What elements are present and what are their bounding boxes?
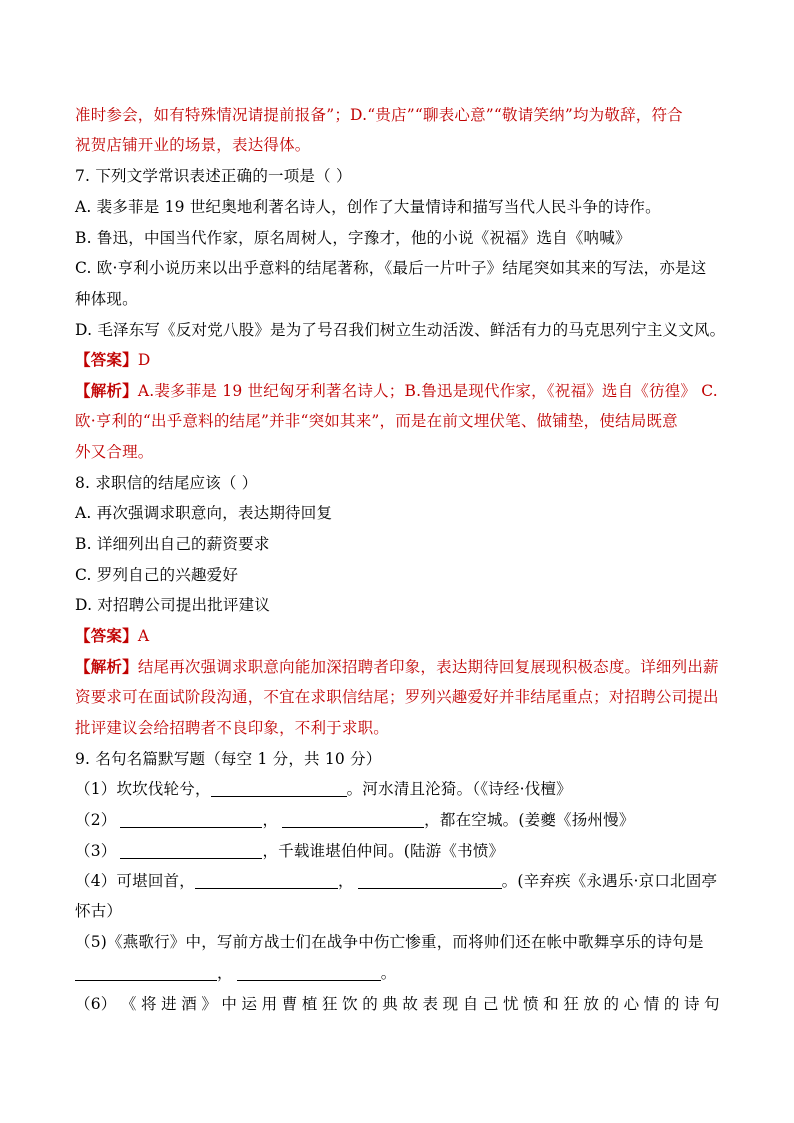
question-7-option-c-line-2: 种体现。 (75, 290, 138, 308)
question-8-stem: 8. 求职信的结尾应该（ ） (75, 474, 258, 492)
item-char: 狂 (321, 995, 338, 1013)
item-char: 用 (261, 995, 278, 1013)
question-8-option-c: C. 罗列自己的兴趣爱好 (75, 566, 239, 584)
item-char: 进 (161, 995, 177, 1013)
item-char: 现 (442, 995, 459, 1013)
question-7-option-a: A. 裴多菲是 19 世纪奥地利著名诗人，创作了大量情诗和描写当代人民斗争的诗作。 (75, 198, 661, 216)
item-char: 酒 (181, 995, 197, 1013)
fill-blank[interactable] (120, 811, 262, 828)
item-char: 饮 (342, 995, 358, 1013)
item-char: 《 (120, 995, 137, 1013)
item-text: 。河水清且沦猗。（《诗经·伐檀》 (346, 780, 572, 798)
item-char: 己 (482, 995, 499, 1013)
item-char: 忧 (502, 995, 519, 1013)
question-8-explanation-line-2: 资要求可在面试阶段沟通，不宜在求职信结尾；罗列兴趣爱好并非结尾重点；对招聘公司提出 (75, 688, 719, 706)
item-char: 诗 (683, 995, 700, 1013)
answer-tag: 【答案】 (75, 626, 138, 645)
question-8-explanation-line-1 (75, 656, 719, 678)
question-8-option-d: D. 对招聘公司提出批评建议 (75, 596, 271, 614)
question-7-option-d: D. 毛泽东写《反对党八股》是为了号召我们树立生动活泼、鲜活有力的马克思列宁主义文风。 (75, 321, 726, 339)
question-9-item-2 (75, 809, 635, 831)
fill-blank[interactable] (237, 964, 381, 981)
item-text: ， (337, 872, 354, 890)
item-char: 放 (583, 995, 600, 1013)
item-char: 植 (301, 995, 318, 1013)
question-8-option-b: B. 详细列出自己的薪资要求 (75, 535, 270, 553)
fill-blank[interactable] (282, 811, 424, 828)
item-char: 的 (603, 995, 620, 1013)
item-text: （1）坎坎伐轮兮， (75, 780, 211, 798)
explanation-text: A.裴多菲是 19 世纪匈牙利著名诗人；B.鲁迅是现代作家，《祝福》选自《彷徨》 C. (137, 382, 718, 400)
question-7-explanation-line-1 (75, 380, 718, 402)
item-text: 。(辛弃疾《永遇乐·京口北固亭 (501, 872, 718, 890)
question-7-option-b: B. 鲁迅，中国当代作家，原名周树人，字豫才，他的小说《祝福》选自《呐喊》 (75, 229, 631, 247)
item-text: 。 (380, 964, 397, 982)
answer-value: A (137, 627, 150, 645)
item-char: 心 (623, 995, 640, 1013)
item-char: 情 (643, 995, 660, 1013)
explanation-tag: 【解析】 (75, 381, 138, 400)
item-char: 典 (382, 995, 398, 1013)
question-9-stem: 9. 名句名篇默写题（每空 1 分，共 10 分） (75, 750, 382, 768)
fill-blank[interactable] (195, 872, 338, 889)
question-9-item-1 (75, 778, 572, 800)
item-char: 中 (221, 995, 238, 1013)
question-7-explanation-line-2: 欧·亨利的“出乎意料的结尾”并非“突如其来”，而是在前文埋伏笔、做铺垫，使结局既意 (75, 412, 678, 430)
question-9-item-5: （5)《燕歌行》中，写前方战士们在战争中伤亡惨重，而将帅们还在帐中歌舞享乐的诗句是 (75, 933, 704, 951)
explanation-tag: 【解析】 (75, 657, 138, 676)
item-text: （4）可堪回首， (75, 872, 195, 890)
question-8-answer (75, 625, 149, 647)
item-char: 运 (241, 995, 258, 1013)
item-text: ， (262, 811, 279, 829)
item-char: 曹 (281, 995, 298, 1013)
item-char: 句 (704, 995, 720, 1013)
question-7-answer (75, 349, 150, 371)
item-text: （2） (75, 811, 117, 829)
question-7-option-c-line-1: C. 欧·亨利小说历来以出乎意料的结尾著称，《最后一片叶子》结尾突如其来的写法，亦是这 (75, 259, 707, 277)
question-9-item-4 (75, 870, 717, 892)
fill-blank[interactable] (120, 842, 262, 859)
answer-tag: 【答案】 (75, 350, 138, 369)
item-char: 的 (362, 995, 378, 1013)
item-char: 愤 (523, 995, 539, 1013)
item-text: （3） (75, 842, 117, 860)
item-char: 故 (402, 995, 419, 1013)
question-7-stem: 7. 下列文学常识表述正确的一项是（ ） (75, 167, 352, 185)
item-text: ，千载谁堪伯仲间。(陆游《书愤》 (262, 842, 505, 860)
item-char: 狂 (563, 995, 579, 1013)
item-char: 自 (462, 995, 479, 1013)
question-9-item-5-blanks (75, 962, 396, 984)
question-9-item-4-continued: 怀古） (75, 902, 123, 920)
fill-blank[interactable] (211, 780, 347, 797)
item-text: ，都在空城。(姜夔《扬州慢》 (424, 811, 635, 829)
item-char: 和 (543, 995, 559, 1013)
question-9-item-3 (75, 840, 504, 862)
question-8-explanation-line-3: 批评建议会给招聘者不良印象，不利于求职。 (75, 719, 390, 737)
fill-blank[interactable] (75, 964, 217, 981)
explanation-text: 结尾再次强调求职意向能加深招聘者印象，表达期待回复展现积极态度。详细列出薪 (137, 658, 719, 676)
question-7-explanation-line-3: 外又合理。 (75, 443, 154, 461)
question-8-option-a: A. 再次强调求职意向，表达期待回复 (75, 504, 333, 522)
item-char: 的 (663, 995, 680, 1013)
item-char: 将 (140, 995, 157, 1013)
item-char: （6） (75, 995, 117, 1013)
item-text: ， (217, 964, 233, 982)
prev-explanation-line-1: 准时参会，如有特殊情况请提前报备”；D.“贵店”“聊表心意”“敬请笑纳”均为敬辞，符合 (75, 106, 683, 124)
item-char: 表 (422, 995, 439, 1013)
answer-value: D (137, 351, 151, 369)
fill-blank[interactable] (358, 872, 502, 889)
item-char: 》 (201, 995, 218, 1013)
question-9-item-6 (75, 993, 720, 1015)
prev-explanation-line-2: 祝贺店铺开业的场景，表达得体。 (75, 136, 311, 154)
